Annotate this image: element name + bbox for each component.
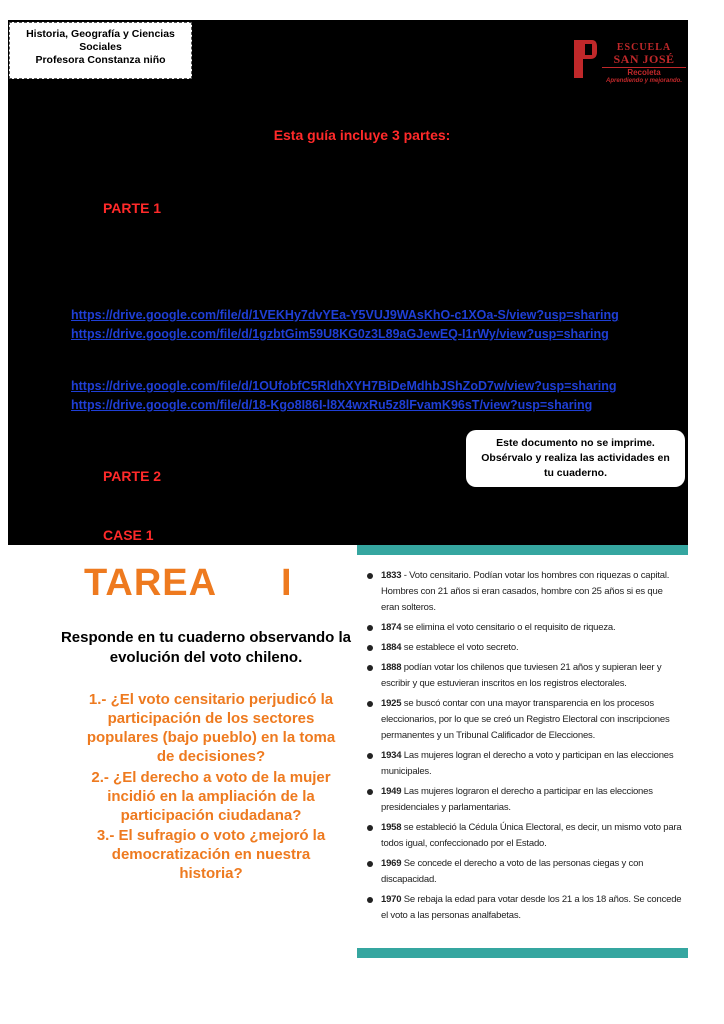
timeline-year: 1958 — [381, 822, 402, 833]
timeline-text: - Voto censitario. Podían votar los hombres con riquezas o capital. Hombres con 21 años si eran casados, hombre con 25 años si es que eran solteros. — [381, 570, 670, 613]
timeline-text: se buscó contar con una mayor transparencia en los procesos eleccionarios, por lo que se creó un Registro Electoral con inscripciones permanentes y un Tribunal Calificador de Elecciones. — [381, 698, 670, 741]
drive-link-2[interactable]: https://drive.google.com/file/d/1gzbtGim59U8KG0z3L89aGJewEQ-I1rWy/view?usp=sharing — [71, 327, 609, 341]
instruction-line-2: evolución del voto chileno. — [109, 649, 303, 666]
question-1-line: participación de los sectores — [107, 710, 315, 727]
timeline-item — [365, 620, 683, 636]
timeline-item — [365, 696, 683, 744]
question-1-line: populares (bajo pueblo) en la toma — [86, 729, 336, 746]
logo-text-escuela: ESCUELA — [616, 42, 672, 53]
timeline-year: 1969 — [381, 858, 402, 869]
logo-text-recoleta: Recoleta — [602, 67, 686, 77]
question-1-line: de decisiones? — [156, 748, 266, 765]
logo-text-san-jose: SAN JOSÉ — [613, 52, 675, 66]
no-print-note — [466, 430, 685, 487]
drive-link-3[interactable]: https://drive.google.com/file/d/1OUfobfC5RldhXYH7BiDeMdhbJShZoD7w/view?usp=sharing — [71, 379, 617, 393]
note-line-1: Este documento no se imprime. — [496, 437, 655, 449]
timeline-item — [365, 640, 683, 656]
question-3-line: democratización en nuestra — [111, 846, 311, 863]
timeline-year: 1925 — [381, 698, 402, 709]
drive-link-4[interactable]: https://drive.google.com/file/d/18-Kgo8I86I-l8X4wxRu5z8lFvamK96sT/view?usp=sharing — [71, 398, 593, 412]
timeline-text: Se rebaja la edad para votar desde los 21 a los 18 años. Se concede el voto a las personas analfabetas. — [381, 894, 682, 921]
school-logo — [568, 36, 686, 92]
part-1-label: PARTE 1 — [103, 200, 162, 216]
task-numeral: I — [281, 562, 292, 604]
question-2-line: participación ciudadana? — [120, 807, 302, 824]
drive-link-1[interactable]: https://drive.google.com/file/d/1VEKHy7dvYEa-Y5VUJ9WAsKhO-c1XOa-S/view?usp=sharing — [71, 308, 619, 322]
timeline-item — [365, 784, 683, 816]
task-instruction — [56, 628, 356, 668]
school-emblem-icon — [572, 38, 598, 80]
timeline-item — [365, 856, 683, 888]
question-3-line: historia? — [179, 865, 243, 882]
subject-header-box — [9, 22, 192, 79]
part-2-label: PARTE 2 — [103, 468, 162, 484]
question-2-line: incidió en la ampliación de la — [107, 788, 315, 805]
subject-line-1: Historia, Geografía y Ciencias — [26, 28, 175, 40]
question-2 — [80, 768, 342, 825]
logo-motto: Aprendiendo y mejorando. — [605, 78, 682, 84]
timeline-year: 1884 — [381, 642, 402, 653]
guide-intro-title: Esta guía incluye 3 partes: — [273, 127, 451, 143]
task-title: TAREA — [84, 562, 218, 604]
timeline-text: podían votar los chilenos que tuviesen 21 años y supieran leer y escribir y que estuvieran inscritos en los registros electorales. — [381, 662, 662, 689]
timeline-year: 1874 — [381, 622, 402, 633]
timeline-item — [365, 748, 683, 780]
timeline-item — [365, 820, 683, 852]
timeline-text: se estableció la Cédula Única Electoral, es decir, un mismo voto para todos igual, confeccionado por el Estado. — [381, 822, 682, 849]
timeline-item — [365, 660, 683, 692]
timeline-year: 1888 — [381, 662, 402, 673]
timeline-text: se establece el voto secreto. — [401, 642, 519, 653]
question-1 — [80, 690, 342, 766]
vote-timeline-list — [365, 568, 683, 928]
timeline-item — [365, 892, 683, 924]
timeline-text: Las mujeres logran el derecho a voto y participan en las elecciones municipales. — [381, 750, 674, 777]
timeline-item — [365, 568, 683, 616]
timeline-year: 1949 — [381, 786, 402, 797]
note-line-3: tu cuaderno. — [543, 467, 607, 479]
instruction-line-1: Responde en tu cuaderno observando la — [60, 629, 352, 646]
question-1-line: 1.- ¿El voto censitario perjudicó la — [88, 691, 334, 708]
timeline-top-bar — [357, 545, 688, 555]
question-3-line: 3.- El sufragio o voto ¿mejoró la — [96, 827, 326, 844]
timeline-year: 1934 — [381, 750, 402, 761]
class-1-label: CASE 1 — [103, 527, 154, 543]
timeline-bottom-bar — [357, 948, 688, 958]
question-2-line: 2.- ¿El derecho a voto de la mujer — [91, 769, 331, 786]
teacher-name: Profesora Constanza niño — [35, 54, 166, 66]
timeline-year: 1833 — [381, 570, 402, 581]
subject-line-2: Sociales — [79, 41, 122, 53]
question-3 — [80, 826, 342, 883]
timeline-text: Se concede el derecho a voto de las personas ciegas y con discapacidad. — [381, 858, 644, 885]
timeline-text: Las mujeres lograron el derecho a participar en las elecciones presidenciales y parlamentarias. — [381, 786, 653, 813]
timeline-text: se elimina el voto censitario o el requisito de riqueza. — [401, 622, 616, 633]
note-line-2: Obsérvalo y realiza las actividades en — [481, 452, 670, 464]
timeline-year: 1970 — [381, 894, 402, 905]
